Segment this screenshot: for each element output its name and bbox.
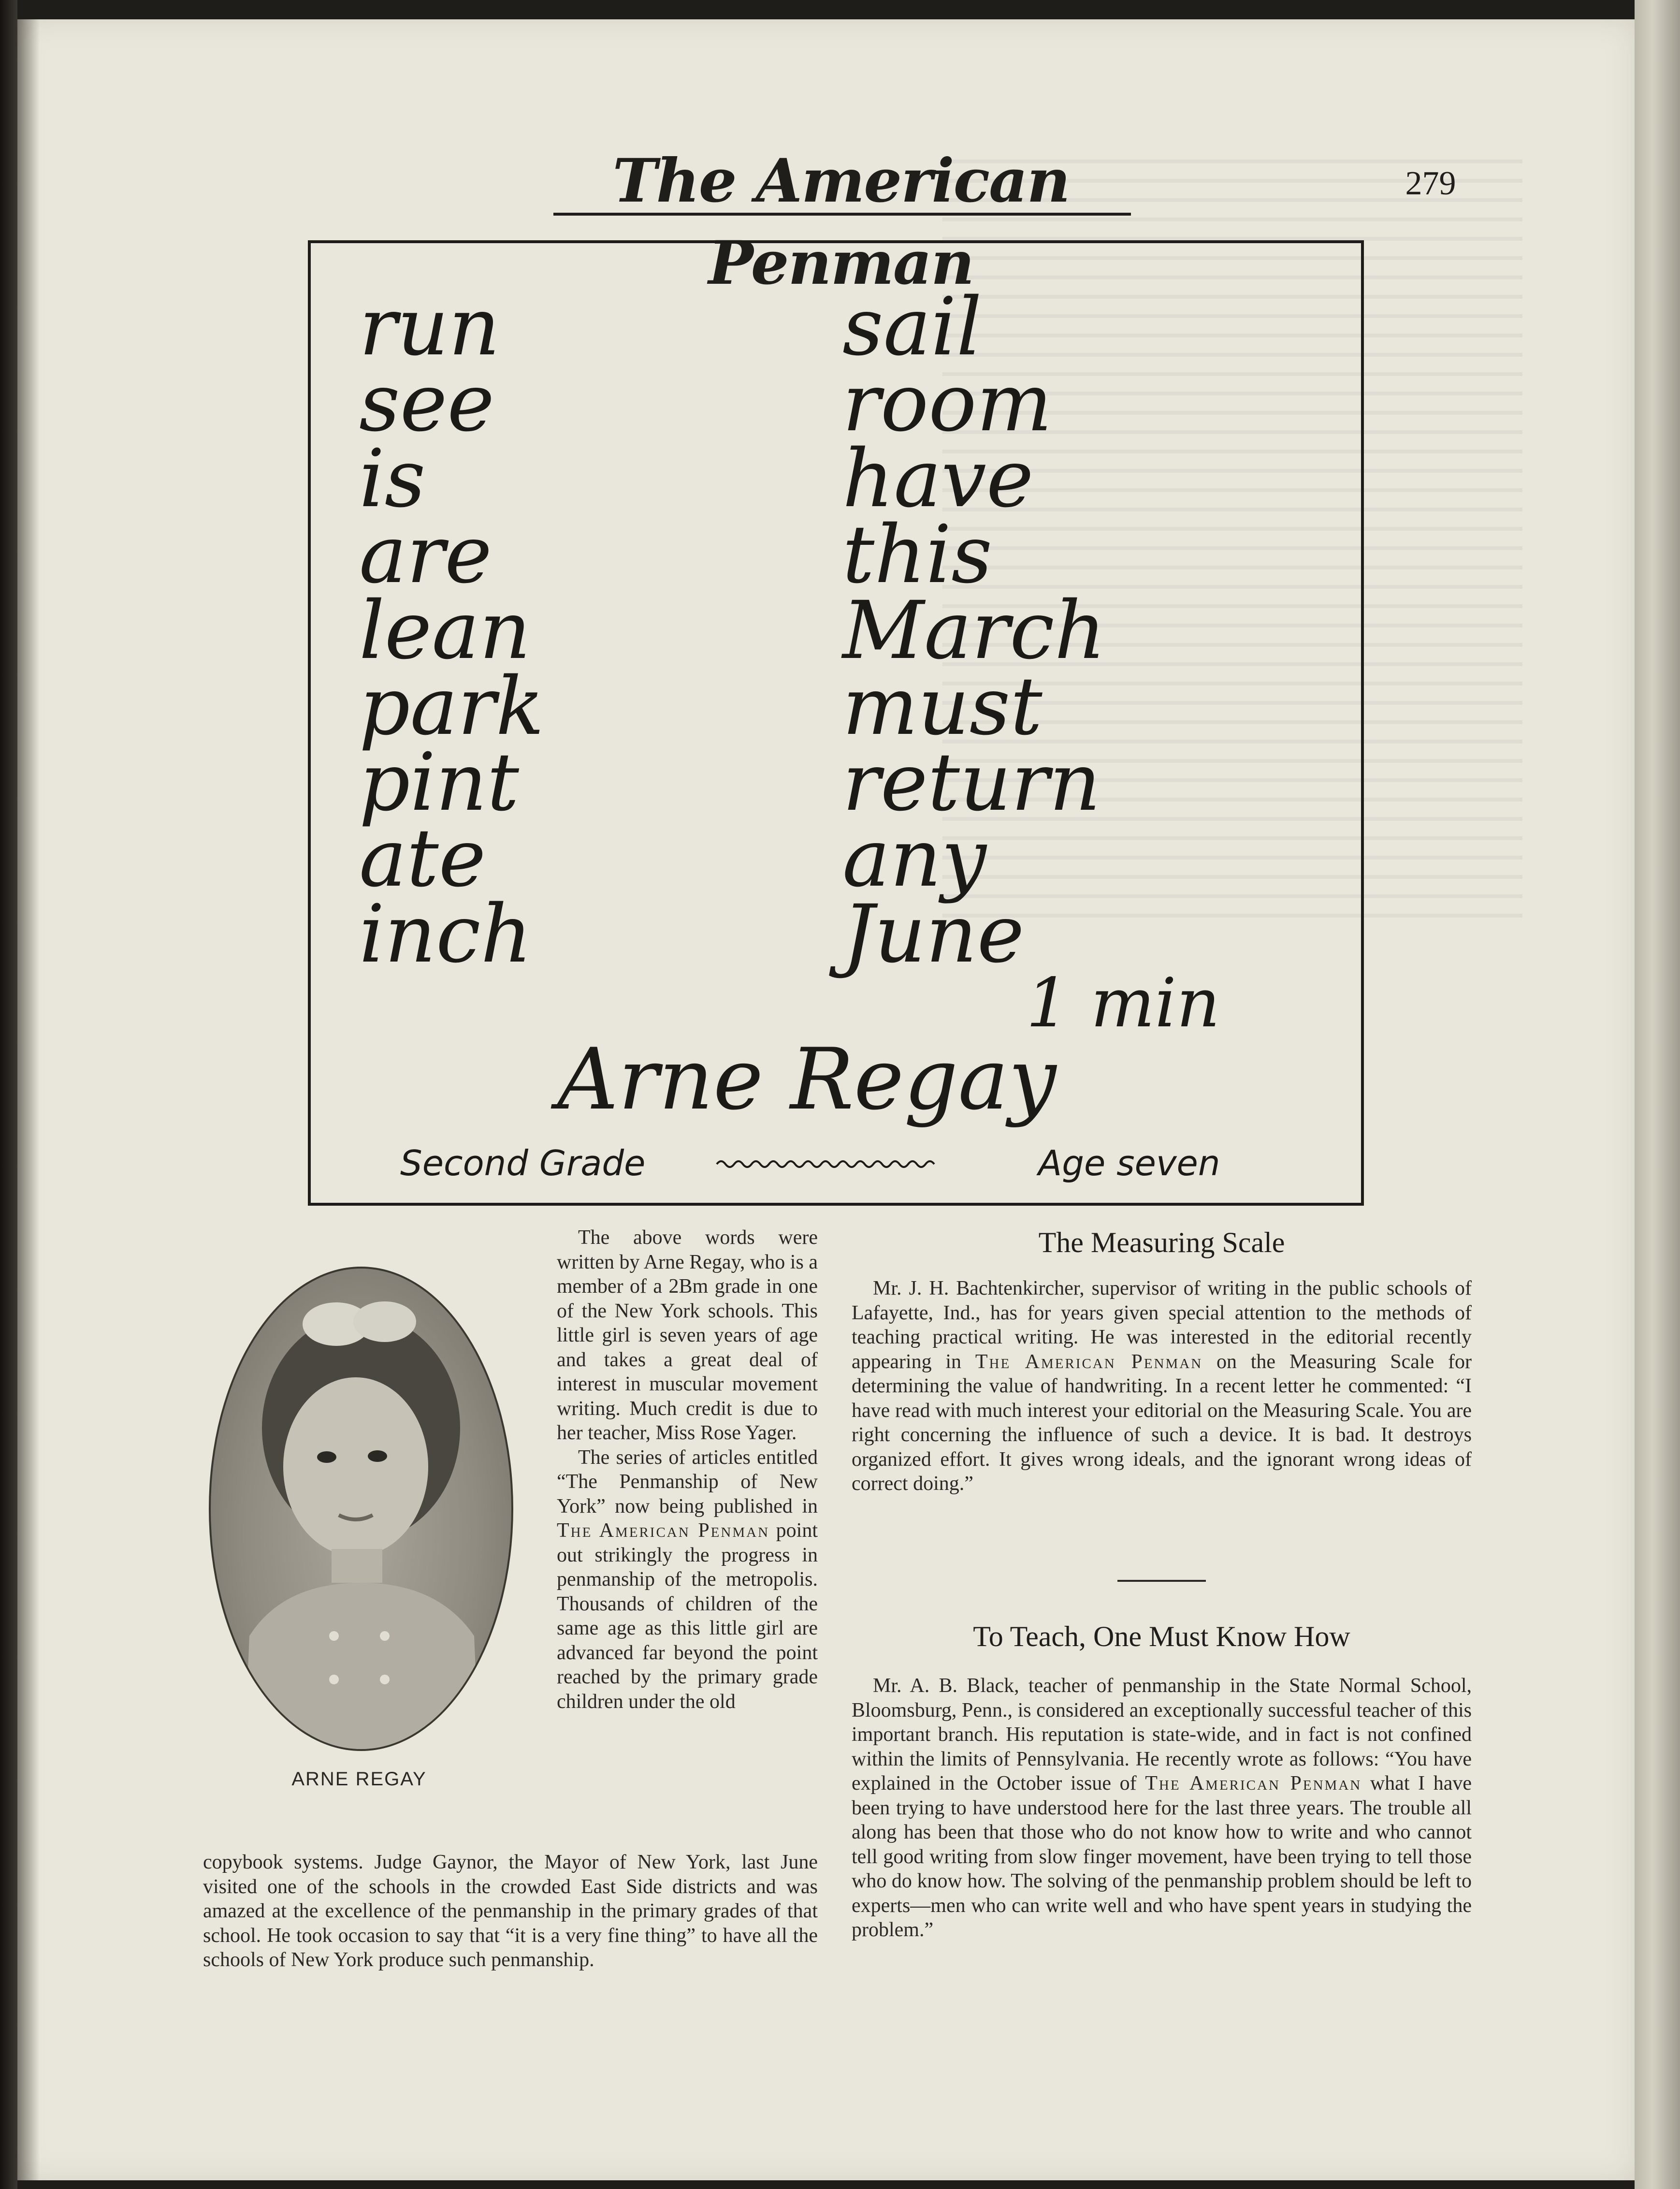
specimen-word-left: ate xyxy=(359,812,486,905)
specimen-word-left: inch xyxy=(359,888,532,980)
specimen-extra-word: 1 min xyxy=(1026,964,1220,1043)
specimen-age: Age seven xyxy=(1038,1143,1220,1183)
article-column-narrow xyxy=(557,1226,818,1714)
portrait-photo xyxy=(209,1267,513,1751)
measuring-scale-column xyxy=(852,1276,1472,1496)
article-paragraph-2a: The series of articles entitled “The Penmanship of New York” now being published in xyxy=(557,1446,818,1518)
portrait-caption: ARNE REGAY xyxy=(291,1768,427,1790)
article-paragraph-2 xyxy=(557,1445,818,1714)
specimen-grade: Second Grade xyxy=(400,1143,646,1183)
specimen-word-right: room xyxy=(842,356,1053,449)
girl-portrait-illustration xyxy=(211,1269,511,1749)
article-paragraph-2-continued: copybook systems. Judge Gaynor, the Mayor of New York, last June visited one of the schools in the crowded East Side districts and was amazed at the excellence of the penmanship in the primary grades of that school. He took occasion to say that “it is a very fine thing” to have all the schools of New York produce such penmanship. xyxy=(203,1851,818,1971)
specimen-word-right: any xyxy=(842,812,986,905)
article-paragraph-1: The above words were written by Arne Regay, who is a member of a 2Bm grade in one of the New York schools. This little girl is seven years of age and takes a great deal of interest in muscular movement writing. Much credit is due to her teacher, Miss Rose Yager. xyxy=(557,1226,818,1444)
masthead-logo: The American Penman xyxy=(612,146,1070,298)
teach-magazine: The American Penman xyxy=(1145,1772,1362,1795)
page-number: 279 xyxy=(1405,165,1456,202)
specimen-word-right: this xyxy=(842,508,993,601)
specimen-wavy-rule xyxy=(717,1161,934,1167)
specimen-word-right: return xyxy=(842,736,1101,829)
specimen-word-left: see xyxy=(359,356,494,449)
measuring-scale-heading: The Measuring Scale xyxy=(1038,1226,1285,1258)
specimen-word-left: park xyxy=(359,660,544,753)
teach-column xyxy=(852,1674,1472,1942)
specimen-word-right: have xyxy=(842,432,1034,525)
gutter-shadow xyxy=(17,19,40,2180)
page-stack-edge xyxy=(1635,0,1680,2189)
handwriting-svg xyxy=(311,243,1367,1209)
measuring-scale-body xyxy=(852,1276,1472,1496)
specimen-word-left: are xyxy=(359,508,492,601)
teach-heading: To Teach, One Must Know How xyxy=(973,1620,1350,1652)
specimen-word-right: must xyxy=(842,660,1043,753)
specimen-word-left: lean xyxy=(359,584,531,677)
specimen-word-right: June xyxy=(842,888,1025,980)
masthead-underline xyxy=(553,213,1131,216)
measuring-scale-magazine: The American Penman xyxy=(975,1350,1203,1373)
article-column-wide xyxy=(203,1850,818,1972)
specimen-word-right: March xyxy=(842,584,1106,677)
teach-body-b: what I have been trying to have understood here for the last three years. The trouble all along has been that those who do not know how to write and who cannot tell good writing from slow finger movement, have been trying to tell those who do know how. The solving of the penmanship problem should be left to experts—men who can write well and who have spent years in studying the problem.” xyxy=(852,1772,1472,1941)
section-divider xyxy=(1117,1580,1206,1582)
measuring-scale-body-a: Mr. J. H. Bachtenkircher, supervisor of writing in the public schools of Lafayette, Ind., has for years given special attention to the methods of teaching practical writing. He was interested in the editorial recently appearing in xyxy=(852,1277,1472,1373)
specimen-signature: Arne Regay xyxy=(557,1031,1057,1129)
article-magazine-name: The American Penman xyxy=(557,1519,770,1542)
teach-body-a: Mr. A. B. Black, teacher of penmanship in the State Normal School, Bloomsburg, Penn., is considered an exceptionally successful teacher of this important branch. His reputation is state-wide, and in fact is not confined within the limits of Pennsylvania. He recently wrote as follows: “You have explained in the October issue of xyxy=(852,1675,1472,1795)
binding-edge xyxy=(0,0,17,2189)
specimen-word-right: sail xyxy=(842,280,982,373)
teach-body xyxy=(852,1674,1472,1942)
handwriting-specimen xyxy=(308,240,1364,1206)
specimen-word-left: run xyxy=(359,280,500,373)
specimen-word-left: pint xyxy=(359,736,519,829)
measuring-scale-body-b: on the Measuring Scale for determining the value of handwriting. In a recent letter he commented: “I have read with much interest your editorial on the Measuring Scale. You are right concerning the influence of such a device. It is bad. It destroys organized effort. It gives wrong ideals, and the ignorant wrong ideas of correct doing.” xyxy=(852,1350,1472,1495)
article-paragraph-2b: point out strikingly the progress in penmanship of the metropolis. Thousands of children of the same age as this little girl are advanced far beyond the point reached by the primary grade children under the old xyxy=(557,1519,818,1713)
specimen-word-left: is xyxy=(359,432,426,525)
